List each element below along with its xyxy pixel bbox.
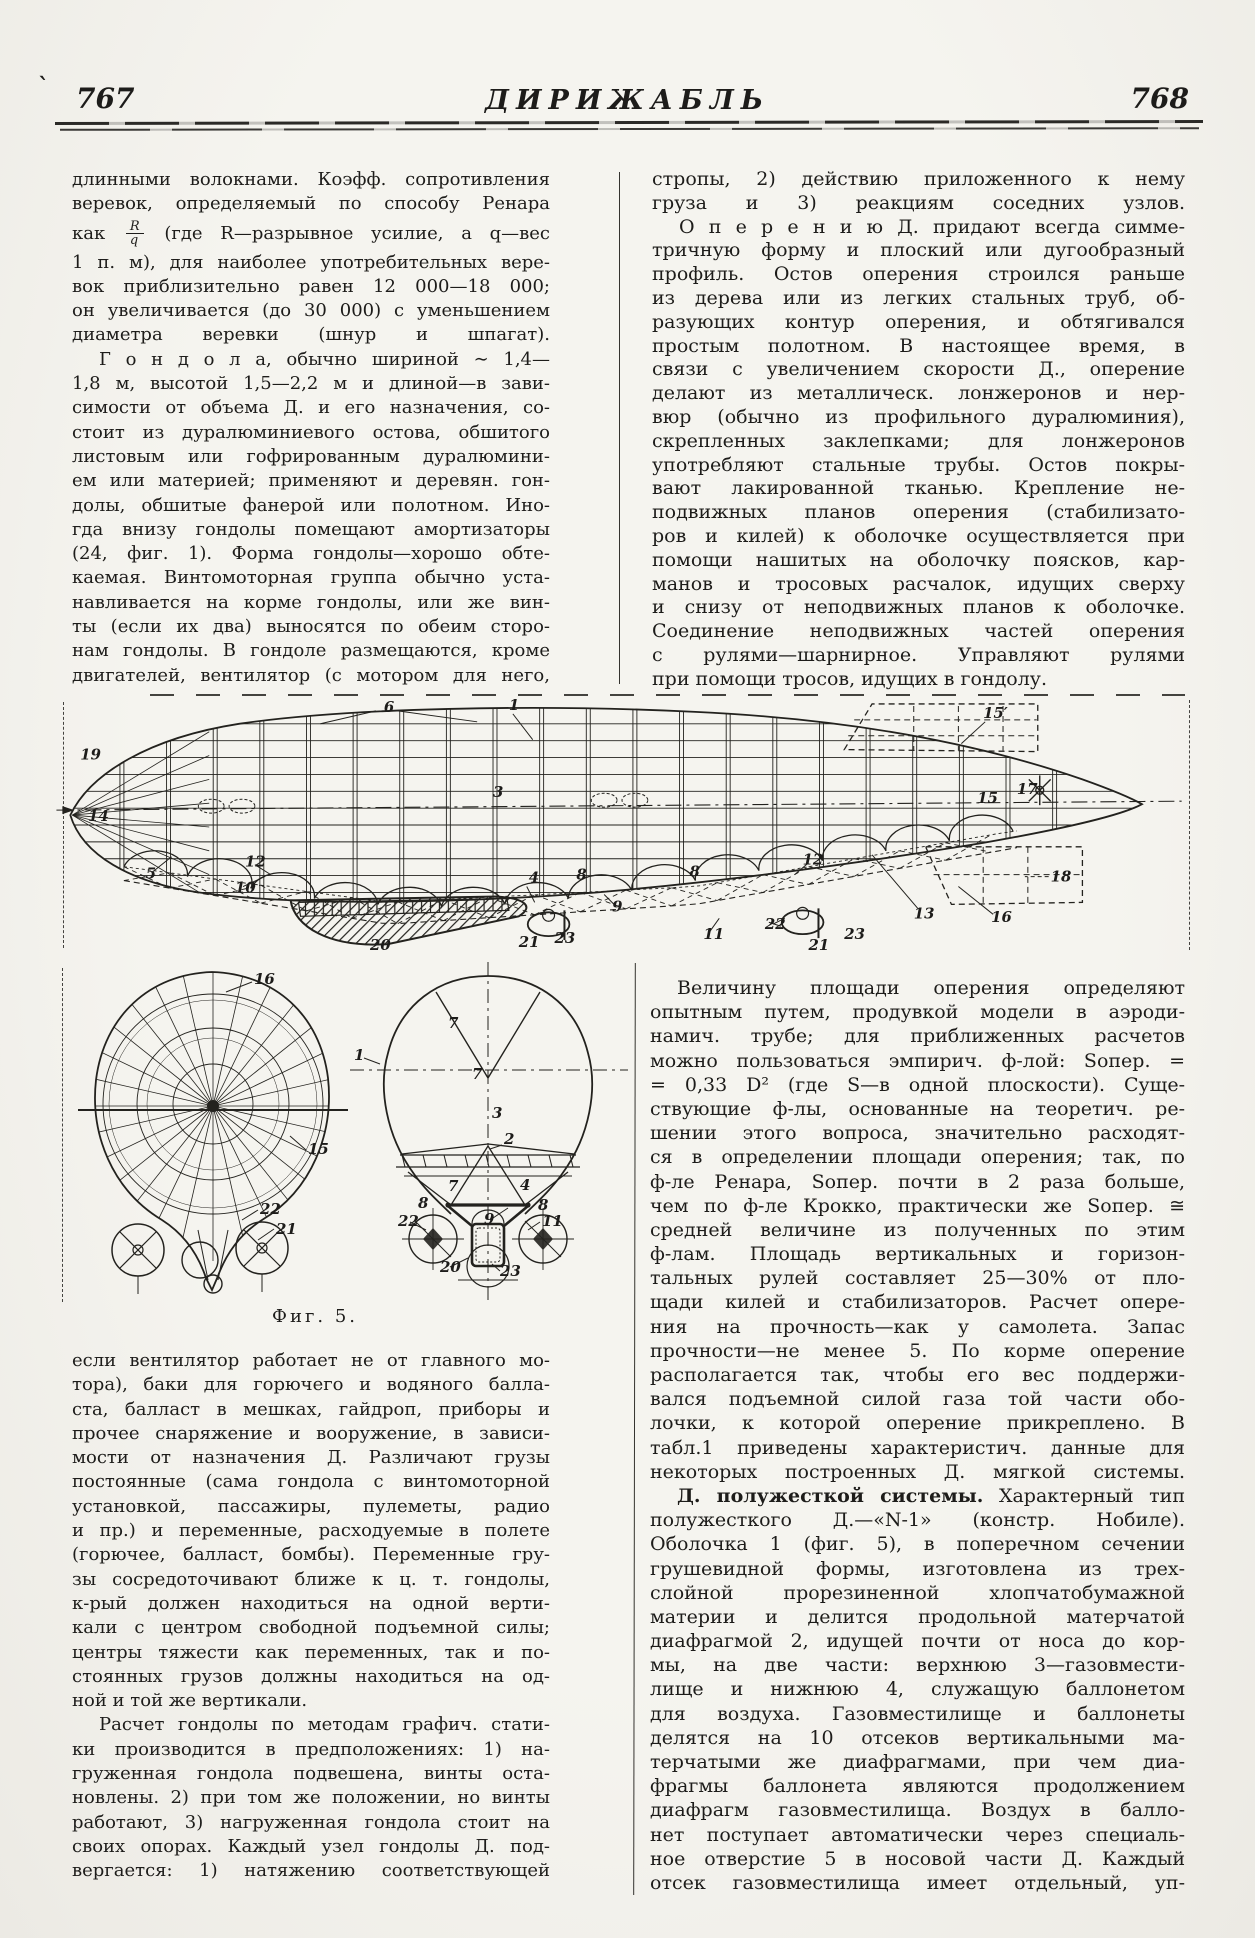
column-bottom-left <box>72 1349 550 1884</box>
text-line: некоторых построенных Д. мягкой системы. <box>650 1460 1185 1483</box>
text-line: стоянных грузов должны находиться на од- <box>72 1665 550 1687</box>
text-line: двигателей, вентилятор (с мотором для него, <box>72 664 550 686</box>
text-line: и пр.) и переменные, расходуемые в полете <box>72 1520 550 1542</box>
text-line: связи с увеличением скорости Д., оперение <box>652 358 1185 381</box>
figure-callout-21: 21 <box>518 933 540 952</box>
figure-callout-11: 11 <box>703 925 725 944</box>
page-number-right: 768 <box>1130 82 1189 115</box>
figure-callout-2: 2 <box>504 1130 515 1148</box>
page-title: ДИРИЖАБЛЬ <box>485 85 770 116</box>
text-line: помощи нашитых на оболочку поясков, кар- <box>652 548 1185 571</box>
hull-framework-grid <box>60 698 1186 954</box>
propeller-left <box>112 1224 164 1294</box>
text-line: употребляют стальные трубы. Остов покры- <box>652 453 1185 476</box>
text-line: скрепленных заклепками; для лонжеронов <box>652 429 1185 452</box>
figure-callout-8: 8 <box>689 862 700 881</box>
text-line: длинными волокнами. Коэфф. сопротивления <box>72 169 550 190</box>
figure-callout-8: 8 <box>576 865 587 884</box>
figure-callout-3: 3 <box>493 783 504 802</box>
figure-callout-9: 9 <box>612 897 623 916</box>
text-line: вюр (обычно из профильного дуралюминия), <box>652 405 1185 428</box>
text-line: вергается: 1) натяжению соответствующей <box>72 1860 550 1882</box>
figure-callout-4: 4 <box>520 1176 531 1194</box>
figure-callout-9: 9 <box>484 1210 495 1228</box>
text-line: полужесткого Д.—«N-1» (констр. Нобиле). <box>650 1509 1185 1532</box>
text-line: терчатыми же диафрагмами, при чем диа- <box>650 1751 1185 1773</box>
text-line: нам гондолы. В гондоле размещаются, кроме <box>72 640 550 662</box>
text-line: ем или материей; применяют и деревян. гон- <box>72 470 550 492</box>
text-line: из дерева или из легких стальных труб, об- <box>652 286 1185 309</box>
figure-callout-16: 16 <box>254 970 275 988</box>
figure-callout-14: 14 <box>88 807 109 826</box>
text-line: (24, фиг. 1). Форма гондолы—хорошо обте- <box>72 543 550 565</box>
text-line: новлены. 2) при том же положении, но винты <box>72 1787 550 1809</box>
text-line: средней величине из полученных по этим <box>650 1218 1185 1241</box>
figure-callout-23: 23 <box>554 929 576 948</box>
figure-callout-8: 8 <box>538 1196 549 1214</box>
text-line: прочее снаряжение и вооружение, в зависи- <box>72 1422 550 1444</box>
text-line: веревок, определяемый по способу Ренара <box>72 193 550 215</box>
page-number-left: 767 <box>76 82 135 115</box>
figure-callout-15: 15 <box>977 789 998 808</box>
text-line: располагается так, чтобы его вес поддержи- <box>650 1364 1185 1386</box>
text-line: подвижных планов оперения (стабилизато- <box>652 501 1185 524</box>
figure-callout-10: 10 <box>235 878 256 897</box>
text-line: с рулями—шарнирное. Управляют рулями <box>652 643 1185 666</box>
figure5-left-border <box>62 968 63 1302</box>
figure-callout-15: 15 <box>308 1140 329 1158</box>
airship-side-view-drawing <box>56 698 1191 954</box>
figure-callout-21: 21 <box>276 1220 297 1238</box>
figure-callout-8: 8 <box>418 1194 429 1212</box>
text-line: диафрагмой 2, идущей почти от носа до кор- <box>650 1630 1185 1653</box>
text-line: простым полотном. В настоящее время, в <box>652 334 1185 357</box>
text-line: симости от объема Д. и его назначения, со- <box>72 397 550 419</box>
text-line: диаметра веревки (шнур и шпагат). <box>72 324 550 346</box>
text-line: слойной прорезиненной хлопчатобумажной <box>650 1581 1185 1604</box>
text-line: намич. трубе; для приближенных расчетов <box>650 1025 1185 1048</box>
text-line: грушевидной формы, изготовлена из трех- <box>650 1557 1185 1580</box>
text-line: Г о н д о л а, обычно шириной ∼ 1,4— <box>99 348 550 370</box>
cross-section-frame-drawing <box>70 958 355 1308</box>
text-line: и снизу от неподвижных планов к оболочке. <box>652 596 1185 619</box>
text-line: к-рый должен находиться на одной верти- <box>72 1592 550 1614</box>
text-line: ста, балласт в мешках, гайдроп, приборы и <box>72 1398 550 1420</box>
column-mid-right <box>650 976 1185 1895</box>
figure-callout-20: 20 <box>440 1258 461 1276</box>
text-line: лочки, к которой оперение прикреплено. В <box>650 1412 1185 1435</box>
figure-callout-18: 18 <box>1050 867 1072 886</box>
text-line: делают из металлическ. лонжеронов и нер- <box>652 382 1185 405</box>
figure-callout-12: 12 <box>802 850 824 869</box>
text-line: работают, 3) нагруженная гондола стоит на <box>72 1811 550 1833</box>
text-line: вался подъемной силой газа той части обо- <box>650 1388 1185 1411</box>
figure-cross-section-frame <box>70 958 355 1308</box>
figure-callout-4: 4 <box>528 868 540 887</box>
text-line: манов и тросовых расчалок, идущих сверху <box>652 572 1185 595</box>
text-line: зы сосредоточивают ближе к ц. т. гондолы, <box>72 1568 550 1590</box>
text-line: разующих контур оперения, и обтягивался <box>652 310 1185 333</box>
figure-airship-side-view <box>56 698 1191 954</box>
text-line: ки производится в предположениях: 1) на- <box>72 1738 550 1760</box>
text-line: Д. полужесткой системы. Характерный тип <box>677 1484 1185 1507</box>
text-line: можно пользоваться эмпирич. ф-лой: Sопер. = <box>650 1049 1185 1072</box>
text-line: мости от назначения Д. Различают грузы <box>72 1447 550 1469</box>
text-line: груза и 3) реакциям соседних узлов. <box>652 191 1185 214</box>
text-line: = 0,33 D² (где S—в одной плоскости). Суще- <box>650 1073 1185 1096</box>
header-rule-top <box>55 120 1203 125</box>
text-line: 1,8 м, высотой 1,5—2,2 м и длиной—в зави- <box>72 373 550 395</box>
text-line: Соединение неподвижных частей оперения <box>652 620 1185 643</box>
text-line: мы, на две части: верхнюю 3—газовмести- <box>650 1654 1185 1677</box>
nose-arrow <box>62 806 74 814</box>
text-line: вают лакированной тканью. Крепление не- <box>652 477 1185 500</box>
text-line: кали с центром свободной подъемной силы; <box>72 1617 550 1639</box>
column-top-right <box>652 168 1185 692</box>
column-divider-top <box>619 172 620 684</box>
header-rule-bottom <box>60 127 1199 131</box>
text-line: ния на прочность—как у самолета. Запас <box>650 1315 1185 1338</box>
figure-callout-22: 22 <box>764 915 786 934</box>
text-line: он увеличивается (до 30 000) с уменьшением <box>72 300 550 322</box>
text-line: ф-лам. Площадь вертикальных и горизон- <box>650 1243 1185 1266</box>
text-line: тальных рулей составляет 25—30% от пло- <box>650 1267 1185 1290</box>
text-line: вок приблизительно равен 12 000—18 000; <box>72 275 550 297</box>
text-line: материи и делится продольной матерчатой <box>650 1605 1185 1628</box>
figure-top-border <box>150 694 1185 696</box>
text-line: груженная гондола подвешена, винты оста- <box>72 1763 550 1785</box>
text-line: ф-ле Ренара, Sопер. почти в 2 раза больше, <box>650 1170 1185 1193</box>
figure-callout-1: 1 <box>354 1046 365 1064</box>
text-line: стоит из дуралюминиевого остова, обшитого <box>72 421 550 443</box>
text-line: центры тяжести как переменных, так и по- <box>72 1641 550 1663</box>
valve-marks <box>198 793 647 813</box>
text-line: отсек газовместилища имеет отдельный, уп- <box>650 1871 1185 1894</box>
text-line: ствующие ф-лы, основанные на теоретич. ре- <box>650 1097 1185 1120</box>
text-line: ное отверстие 5 в носовой части Д. Каждый <box>650 1847 1185 1870</box>
text-line: установкой, пассажиры, пулеметы, радио <box>72 1495 550 1517</box>
scan-artifact-mark: ` <box>38 74 49 100</box>
text-line: долы, обшитые фанерой или полотном. Ино- <box>72 494 550 516</box>
text-line: ной и той же вертикали. <box>72 1690 308 1712</box>
text-line: ты (если их два) выносятся по обеим сторо- <box>72 616 550 638</box>
figure-callout-17: 17 <box>1016 780 1038 799</box>
figure-callout-19: 19 <box>80 745 101 764</box>
figure-callout-7: 7 <box>472 1065 483 1083</box>
figure-callout-1: 1 <box>508 698 520 714</box>
figure-caption: Фиг. 5. <box>272 1306 358 1327</box>
text-line: тричную форму и плоский или дугообразный <box>652 239 1185 262</box>
text-line: нет поступает автоматически через специаль- <box>650 1823 1185 1846</box>
text-line: щади килей и стабилизаторов. Расчет опере- <box>650 1291 1185 1314</box>
lower-gondola <box>182 1230 228 1293</box>
figure-callout-20: 20 <box>369 936 391 954</box>
text-line: стропы, 2) действию приложенного к нему <box>652 168 1185 190</box>
text-line: диафрагм газовместилища. Воздух в балло- <box>650 1799 1185 1822</box>
text-line: постоянные (сама гондола с винтомоторной <box>72 1471 550 1493</box>
text-line: прочности—не менее 5. По корме оперение <box>650 1339 1185 1362</box>
text-line: (горючее, балласт, бомбы). Переменные гру- <box>72 1544 550 1566</box>
cross-section-envelope-drawing <box>338 958 638 1308</box>
figure-callout-21: 21 <box>808 936 830 954</box>
text-line: профиль. Остов оперения строился раньше <box>652 263 1185 286</box>
text-line: чем по ф-ле Крокко, практически же Sопер. ≅ <box>650 1194 1185 1217</box>
text-line: для воздуха. Газовместилище и баллонеты <box>650 1702 1185 1725</box>
figure-callout-7: 7 <box>448 1014 459 1032</box>
text-line: ров и килей) к оболочке осуществляется при <box>652 524 1185 547</box>
text-line: делятся на 10 отсеков вертикальными ма- <box>650 1726 1185 1749</box>
figure-callout-16: 16 <box>991 908 1012 927</box>
hull-centerline <box>56 801 1181 810</box>
text-line: как $\frac{R}{q}$ (где R—разрывное усилие, а q—вес <box>72 219 550 249</box>
figure-callout-3: 3 <box>492 1104 503 1122</box>
figure-cross-section-envelope <box>338 958 638 1308</box>
figure-callout-11: 11 <box>542 1212 563 1230</box>
figure-callout-5: 5 <box>145 864 157 883</box>
upper-tail-fin <box>844 704 1037 752</box>
figure-callout-23: 23 <box>500 1262 521 1280</box>
figure-callout-7: 7 <box>448 1177 459 1195</box>
text-line: своих опорах. Каждый узел гондолы Д. под- <box>72 1835 550 1857</box>
text-line: Расчет гондолы по методам графич. стати- <box>99 1714 550 1736</box>
text-line: навливается на корме гондолы, или же вин- <box>72 591 550 613</box>
text-line: Оболочка 1 (фиг. 5), в поперечном сечении <box>650 1533 1185 1556</box>
text-line: если вентилятор работает не от главного мо- <box>72 1350 550 1371</box>
text-line: О п е р е н и ю Д. придают всегда симме- <box>679 215 1185 238</box>
text-line: 1 п. м), для наиболее употребительных вере- <box>72 251 550 273</box>
text-line: Величину площади оперения определяют <box>677 977 1185 999</box>
figure-callout-15′: 15′ <box>983 703 1008 722</box>
text-line: лище и нижнюю 4, служащую баллонетом <box>650 1678 1185 1701</box>
figure-callout-6: 6 <box>383 698 395 716</box>
figure-callout-23: 23 <box>844 925 865 944</box>
figure-callout-12: 12 <box>244 852 266 871</box>
figure-callout-22: 22 <box>398 1212 419 1230</box>
text-line: табл.1 приведены характеристич. данные для <box>650 1436 1185 1459</box>
figure-callout-22: 22 <box>260 1200 281 1218</box>
column-top-left <box>72 168 550 688</box>
text-line: ся в определении площади оперения; так, по <box>650 1146 1185 1169</box>
text-line: каемая. Винтомоторная группа обычно уста- <box>72 567 550 589</box>
text-line: листовым или гофрированным дуралюмини- <box>72 445 550 467</box>
figure-callout-13: 13 <box>913 904 935 923</box>
text-line: тора), баки для горючего и водяного балла- <box>72 1374 550 1396</box>
text-line: гда внизу гондолы помещают амортизаторы <box>72 518 550 540</box>
text-line: опытным путем, продувкой модели в аэроди- <box>650 1001 1185 1024</box>
text-line: при помощи тросов, идущих в гондолу. <box>652 667 1048 690</box>
text-line: шении этого вопроса, значительно расходят- <box>650 1122 1185 1145</box>
text-line: фрагмы баллонета являются продолжением <box>650 1775 1185 1798</box>
